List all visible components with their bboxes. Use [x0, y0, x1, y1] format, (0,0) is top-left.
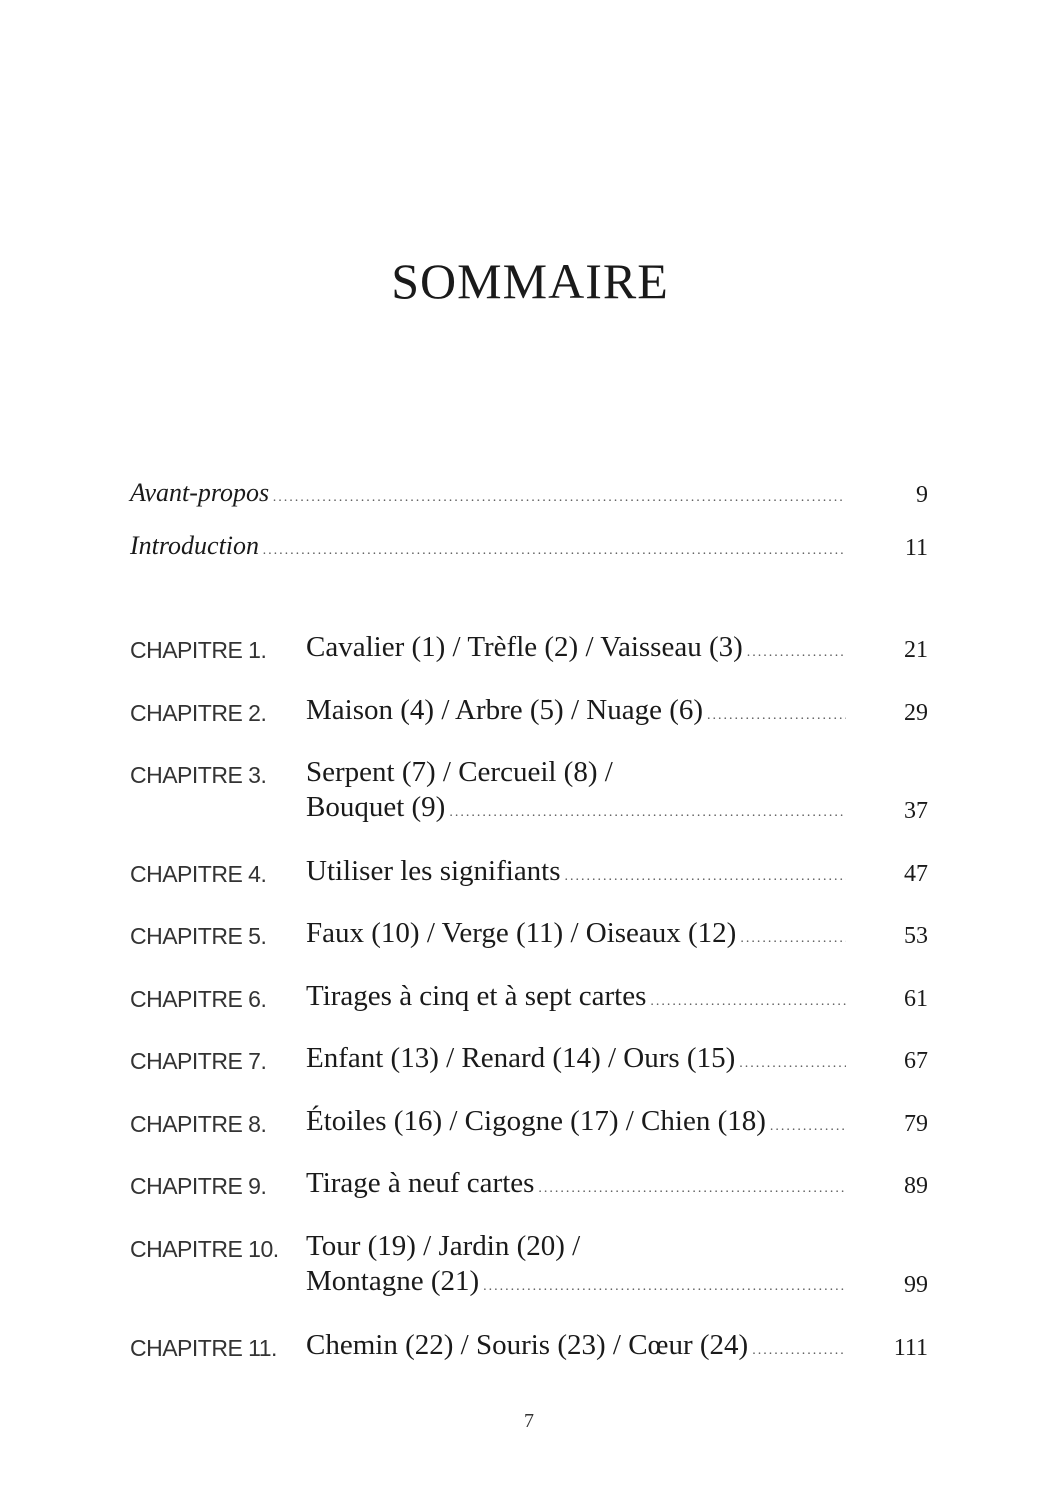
leader-dots: [565, 869, 846, 885]
chapter-title: Étoiles (16) / Cigogne (17) / Chien (18): [306, 1105, 766, 1137]
leader-dots: [263, 543, 845, 559]
chapter-page: 29: [904, 700, 928, 726]
chapter-label: CHAPITRE 10.: [130, 1236, 279, 1262]
chapter-title: Enfant (13) / Renard (14) / Ours (15): [306, 1042, 736, 1074]
page-title: SOMMAIRE: [391, 253, 669, 309]
chapter-label: CHAPITRE 7.: [130, 1048, 267, 1074]
chapter-title: Cavalier (1) / Trèfle (2) / Vaisseau (3): [306, 631, 743, 663]
entry-page: 11: [904, 535, 928, 561]
chapter-label: CHAPITRE 3.: [130, 762, 267, 788]
chapter-title-line-1: Serpent (7) / Cercueil (8) /: [306, 756, 613, 788]
chapter-page: 79: [904, 1111, 928, 1137]
chapter-title: Chemin (22) / Souris (23) / Cœur (24): [306, 1329, 749, 1361]
chapter-title: Faux (10) / Verge (11) / Oiseaux (12): [306, 917, 737, 949]
leader-dots: [752, 1343, 846, 1359]
entry-title: Avant-propos: [130, 478, 270, 507]
chapter-page: 53: [904, 923, 928, 949]
chapter-label: CHAPITRE 9.: [130, 1173, 267, 1199]
chapter-page: 89: [904, 1173, 928, 1199]
chapter-label: CHAPITRE 2.: [130, 700, 267, 726]
chapter-label: CHAPITRE 5.: [130, 923, 267, 949]
chapter-label: CHAPITRE 8.: [130, 1111, 267, 1137]
chapter-title: Tirage à neuf cartes: [306, 1167, 535, 1199]
chapter-page: 21: [904, 637, 928, 663]
chapter-label: CHAPITRE 4.: [130, 861, 267, 887]
chapter-title-line-2: Bouquet (9): [306, 791, 446, 823]
chapter-page: 37: [904, 798, 928, 824]
chapter-page: 67: [904, 1048, 928, 1074]
chapter-page: 61: [904, 986, 928, 1012]
chapter-page: 99: [904, 1272, 928, 1298]
leader-dots: [273, 490, 845, 506]
entry-title: Introduction: [130, 531, 260, 560]
leader-dots: [449, 805, 846, 821]
chapter-title: Utiliser les signifiants: [306, 855, 561, 887]
page-number: 7: [524, 1410, 534, 1432]
chapter-label: CHAPITRE 1.: [130, 637, 267, 663]
chapter-page: 111: [893, 1335, 928, 1361]
entry-page: 9: [916, 482, 928, 508]
leader-dots: [739, 1056, 846, 1072]
leader-dots: [770, 1119, 846, 1135]
leader-dots: [747, 645, 846, 661]
chapter-title-line-1: Tour (19) / Jardin (20) /: [306, 1230, 581, 1262]
leader-dots: [650, 994, 846, 1010]
leader-dots: [707, 708, 846, 724]
chapter-title: Tirages à cinq et à sept cartes: [306, 980, 647, 1012]
chapter-title-line-2: Montagne (21): [306, 1265, 480, 1297]
leader-dots: [538, 1181, 846, 1197]
chapter-label: CHAPITRE 11.: [130, 1335, 277, 1361]
chapter-label: CHAPITRE 6.: [130, 986, 267, 1012]
chapter-page: 47: [904, 861, 928, 887]
leader-dots: [483, 1279, 846, 1295]
chapter-title: Maison (4) / Arbre (5) / Nuage (6): [306, 694, 704, 726]
leader-dots: [740, 931, 846, 947]
